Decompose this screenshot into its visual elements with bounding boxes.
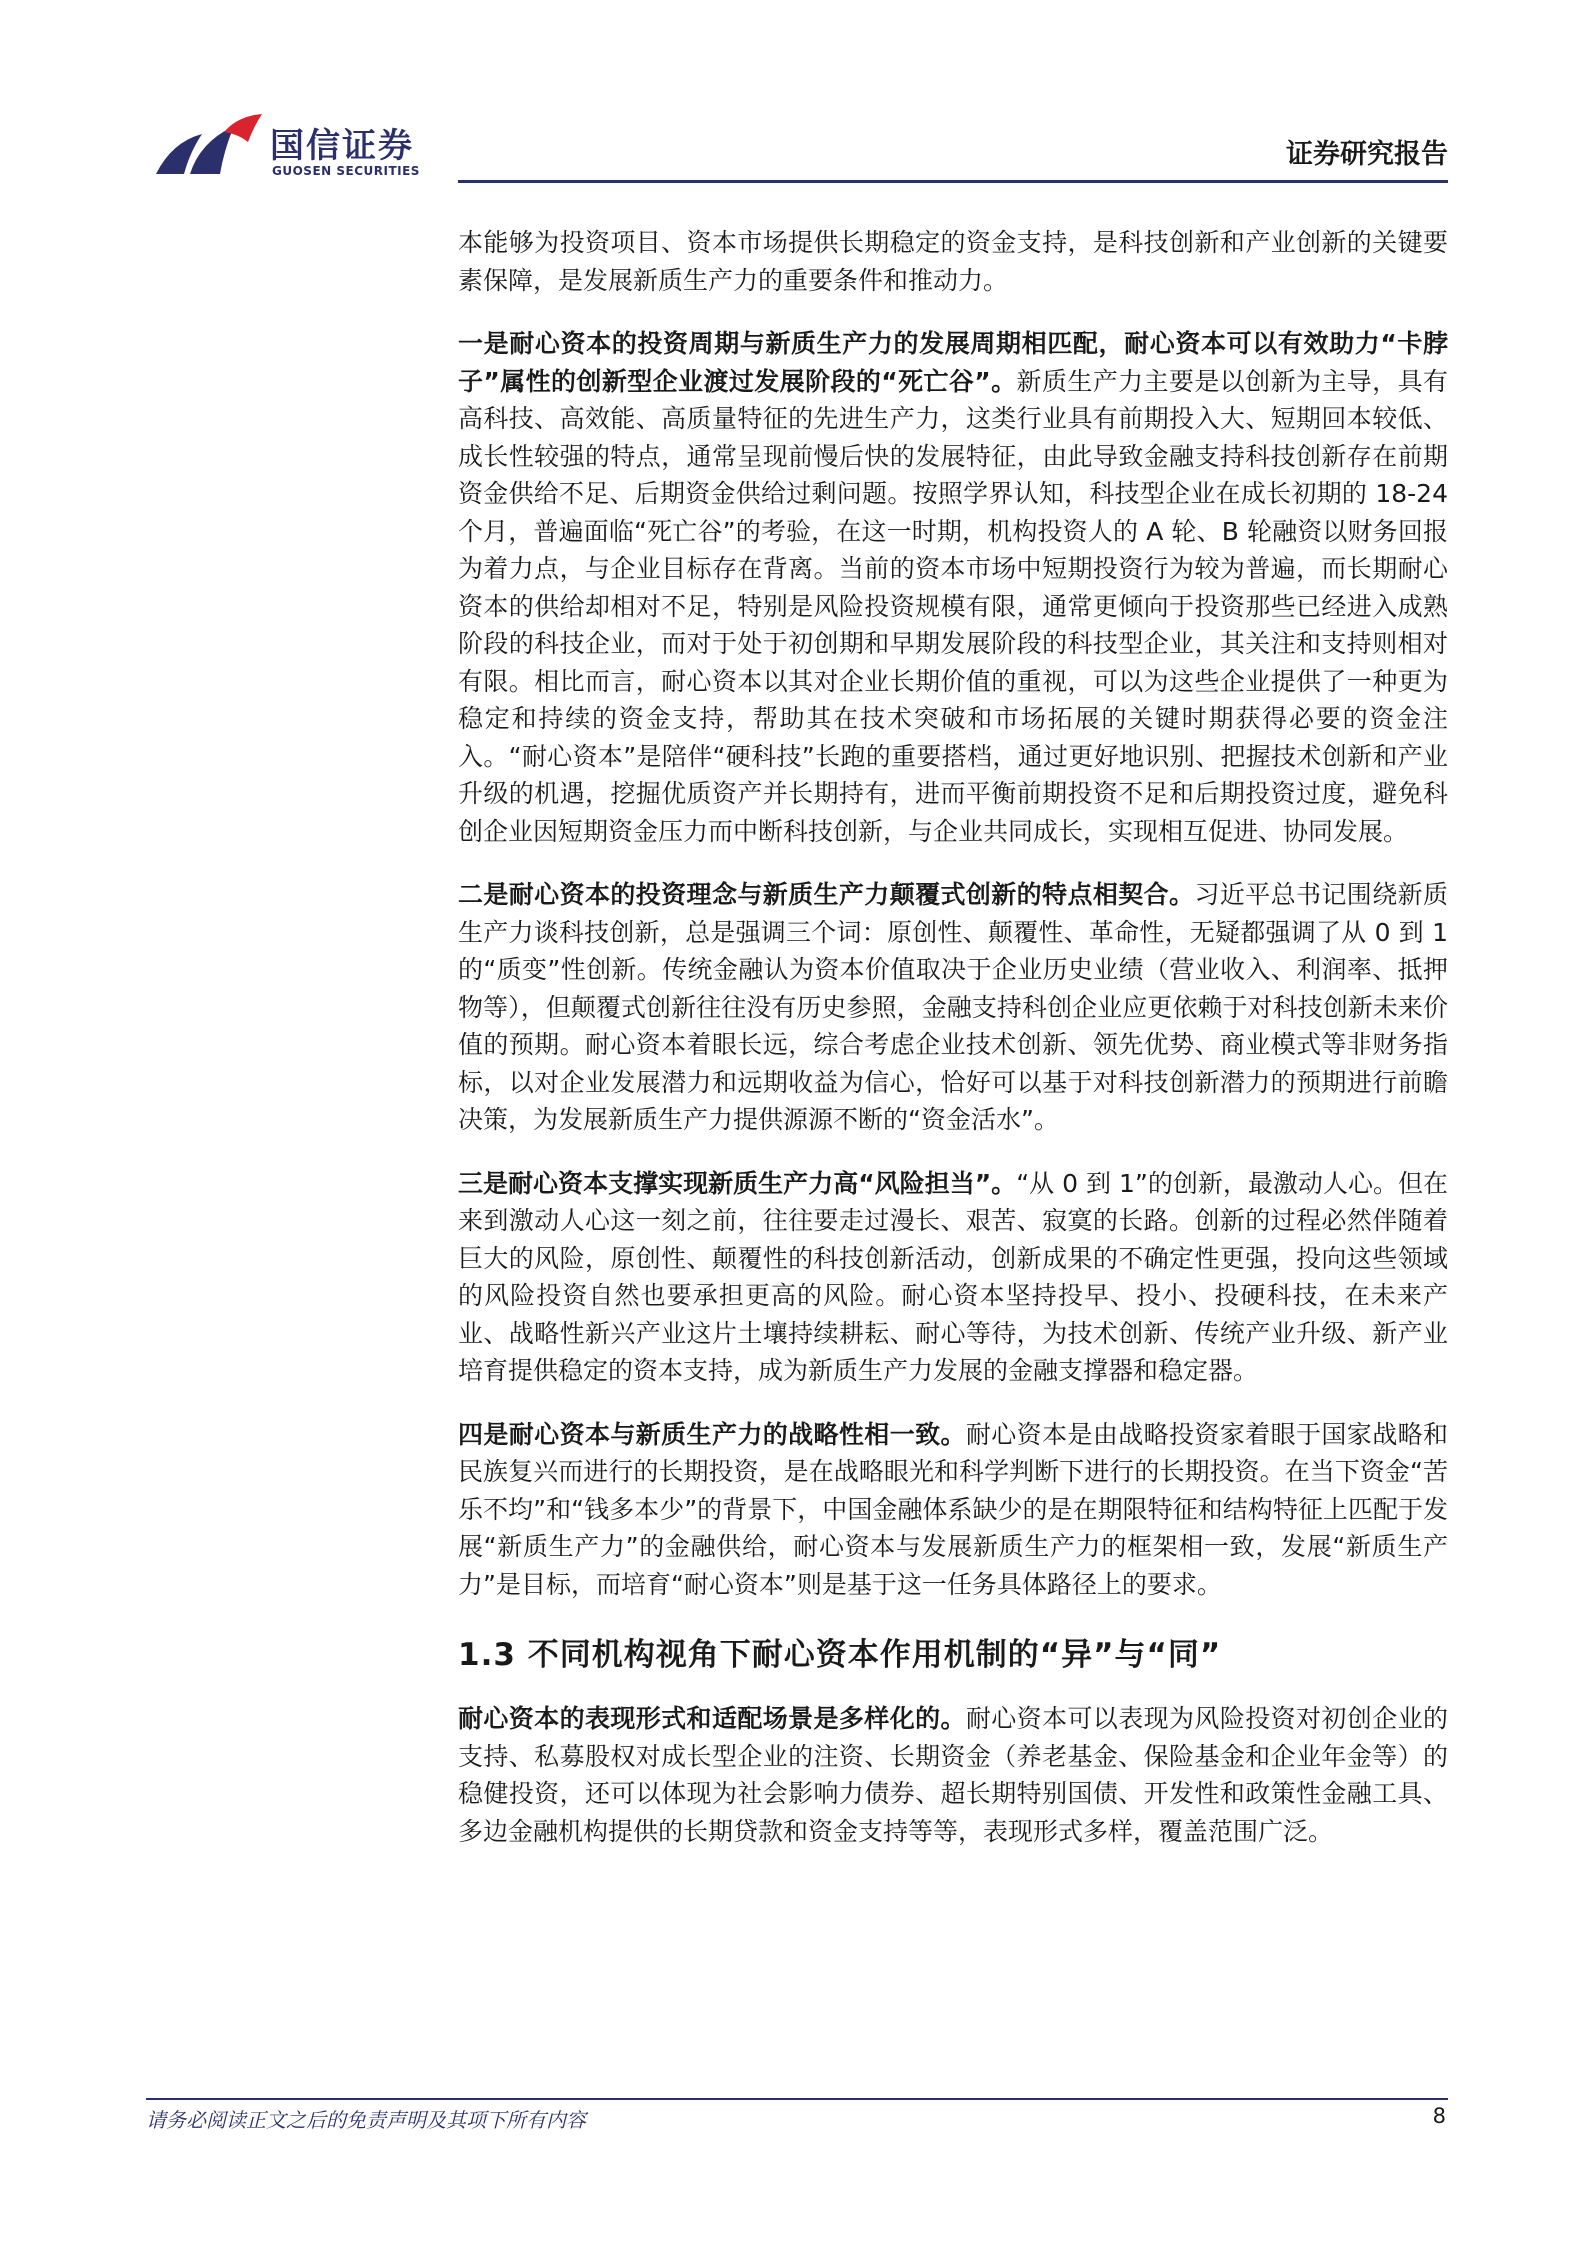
- paragraph-lead: 四是耐心资本与新质生产力的战略性相一致。: [458, 1419, 966, 1449]
- paragraph-point-three: [458, 1165, 1448, 1390]
- header-divider: [458, 180, 1448, 183]
- footer-disclaimer: 请务必阅读正文之后的免责声明及其项下所有内容: [146, 2108, 586, 2132]
- paragraph-intro-continued: [458, 224, 1448, 299]
- paragraph-lead: 二是耐心资本的投资理念与新质生产力颠覆式创新的特点相契合。: [458, 880, 1195, 909]
- paragraph-text: “从 0 到 1”的创新，最激动人心。但在来到激动人心这一刻之前，往往要走过漫长、艰苦、寂寞的长路。创新的过程必然伴随着巨大的风险，原创性、颠覆性的科技创新活动，创新成果的不确定性更强，投向这些领域的风险投资自然也要承担更高的风险。耐心资本坚持投早、投小、投硬科技，在未来产业、战略性新兴产业这片土壤持续耕耘、耐心等待，为技术创新、传统产业升级、新产业培育提供稳定的资本支持，成为新质生产力发展的金融支撑器和稳定器。: [458, 1168, 1448, 1385]
- main-content: [458, 224, 1448, 1876]
- paragraph-point-two: [458, 876, 1448, 1139]
- page-number: 8: [1432, 2104, 1446, 2128]
- paragraph-lead: 耐心资本的表现形式和适配场景是多样化的。: [458, 1704, 966, 1733]
- paragraph-point-one: [458, 325, 1448, 850]
- paragraph-text: 耐心资本可以表现为风险投资对初创企业的支持、私募股权对成长型企业的注资、长期资金（养老基金、保险基金和企业年金等）的稳健投资，还可以体现为社会影响力债券、超长期特别国债、开发性和政策性金融工具、多边金融机构提供的长期贷款和资金支持等等，表现形式多样，覆盖范围广泛。: [458, 1704, 1448, 1846]
- paragraph-point-four: [458, 1416, 1448, 1604]
- page-header: [0, 0, 1586, 190]
- paragraph-text: 本能够为投资项目、资本市场提供长期稳定的资金支持，是科技创新和产业创新的关键要素保障，是发展新质生产力的重要条件和推动力。: [458, 228, 1448, 295]
- logo-english-name: GUOSEN SECURITIES: [272, 164, 420, 178]
- guosen-logo-icon: [150, 112, 270, 182]
- paragraph-lead: 一是耐心资本的投资周期与新质生产力的发展周期相匹配，耐心资本可以有效助力“卡脖子”属性的创新型企业渡过发展阶段的“死亡谷”。: [458, 329, 1448, 396]
- paragraph-text: 耐心资本是由战略投资家着眼于国家战略和民族复兴而进行的长期投资，是在战略眼光和科学判断下进行的长期投资。在当下资金“苦乐不均”和“钱多本少”的背景下，中国金融体系缺少的是在期限特征和结构特征上匹配于发展“新质生产力”的金融供给，耐心资本与发展新质生产力的框架相一致，发展“新质生产力”是目标，而培育“耐心资本”则是基于这一任务具体路径上的要求。: [458, 1419, 1448, 1599]
- logo-chinese-name: 国信证券: [270, 126, 414, 166]
- section-heading: 1.3 不同机构视角下耐心资本作用机制的“异”与“同”: [458, 1637, 1222, 1673]
- paragraph-text: 习近平总书记围绕新质生产力谈科技创新，总是强调三个词：原创性、颠覆性、革命性，无疑都强调了从 0 到 1 的“质变”性创新。传统金融认为资本价值取决于企业历史业绩（营业收入、利润率、抵押物等），但颠覆式创新往往没有历史参照，金融支持科创企业应更依赖于对科技创新未来价值的预期。耐心资本着眼长远，综合考虑企业技术创新、领先优势、商业模式等非财务指标，以对企业发展潜力和远期收益为信心，恰好可以基于对科技创新潜力的预期进行前瞻决策，为发展新质生产力提供源源不断的“资金活水”。: [458, 880, 1448, 1134]
- paragraph-section-intro: [458, 1700, 1448, 1850]
- paragraph-lead: 三是耐心资本支撑实现新质生产力高“风险担当”。: [458, 1168, 1017, 1198]
- footer-divider: [146, 2098, 1448, 2100]
- report-type-label: 证券研究报告: [1286, 139, 1448, 170]
- paragraph-text: 新质生产力主要是以创新为主导，具有高科技、高效能、高质量特征的先进生产力，这类行业具有前期投入大、短期回本较低、成长性较强的特点，通常呈现前慢后快的发展特征，由此导致金融支持科技创新存在前期资金供给不足、后期资金供给过剩问题。按照学界认知，科技型企业在成长初期的 18-24 个月，普遍面临“死亡谷”的考验，在这一时期，机构投资人的 A 轮、B 轮融资以财务回报为着力点，与企业目标存在背离。当前的资本市场中短期投资行为较为普遍，而长期耐心资本的供给却相对不足，特别是风险投资规模有限，通常更倾向于投资那些已经进入成熟阶段的科技企业，而对于处于初创期和早期发展阶段的科技型企业，其关注和支持则相对有限。相比而言，耐心资本以其对企业长期价值的重视，可以为这些企业提供了一种更为稳定和持续的资金支持，帮助其在技术突破和市场拓展的关键时期获得必要的资金注入。“耐心资本”是陪伴“硬科技”长跑的重要搭档，通过更好地识别、把握技术创新和产业升级的机遇，挖掘优质资产并长期持有，进而平衡前期投资不足和后期投资过度，避免科创企业因短期资金压力而中断科技创新，与企业共同成长，实现相互促进、协同发展。: [458, 366, 1448, 846]
